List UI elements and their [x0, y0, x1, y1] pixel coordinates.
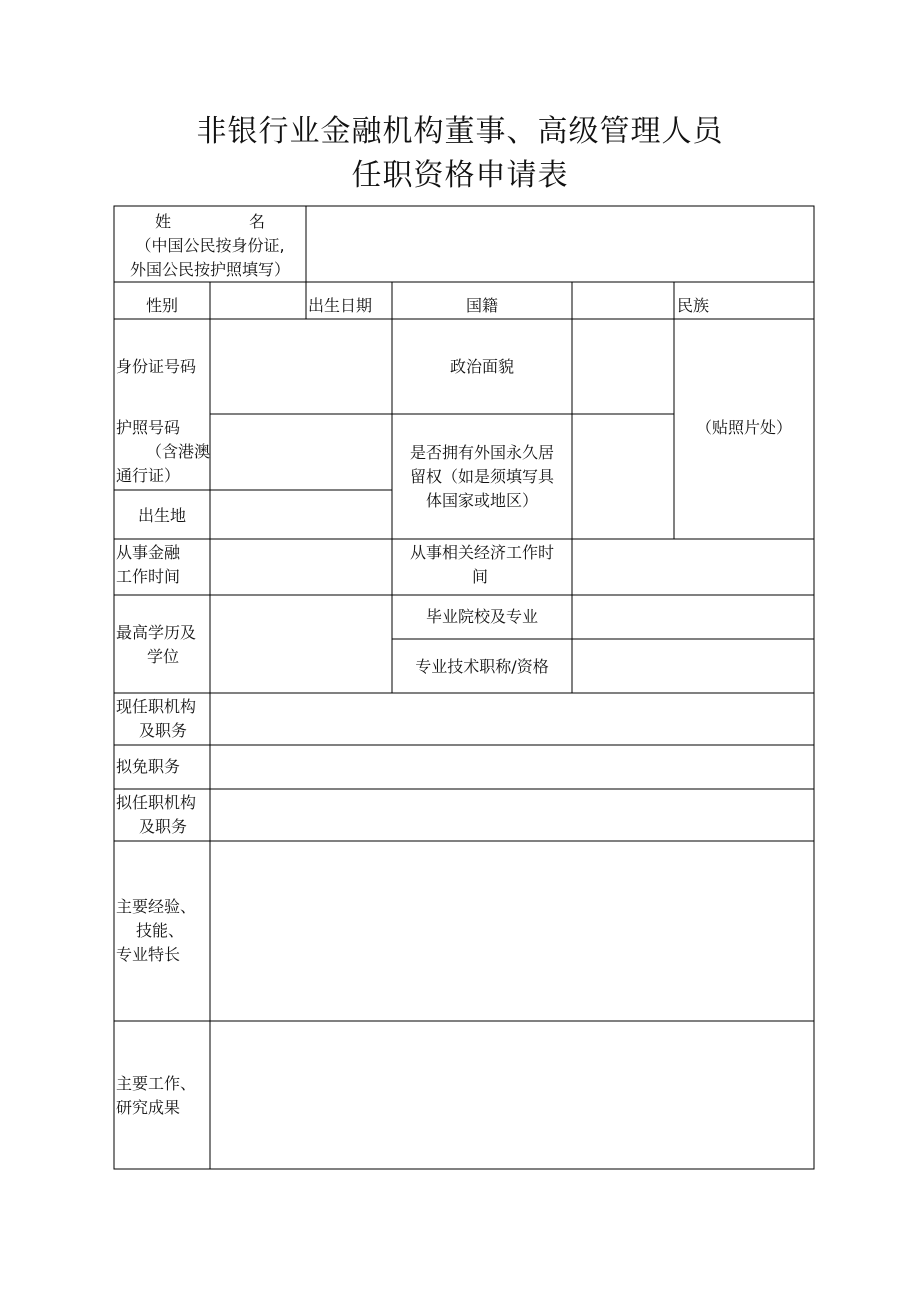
passport-field[interactable]	[211, 415, 391, 489]
residency-field[interactable]	[573, 415, 673, 538]
proposed-post-line1: 拟任职机构	[116, 793, 197, 812]
political-status-field[interactable]	[573, 320, 673, 413]
passport-label-line3: 通行证）	[116, 466, 181, 485]
experience-line1: 主要经验、	[116, 897, 197, 916]
current-post-line1: 现任职机构	[116, 697, 197, 716]
photo-placeholder[interactable]: （贴照片处）	[695, 418, 792, 437]
residency-label-line1: 是否拥有外国永久居	[409, 443, 554, 462]
id-number-field[interactable]	[211, 320, 391, 413]
name-note-line2: 外国公民按护照填写）	[129, 260, 290, 279]
name-label-cell	[114, 210, 306, 282]
tech-title-label: 专业技术职称/资格	[415, 657, 549, 676]
education-line2: 学位	[146, 647, 179, 666]
school-major-field[interactable]	[573, 596, 813, 638]
name-field[interactable]	[307, 207, 813, 281]
nationality-field[interactable]	[573, 283, 673, 318]
current-post-label	[116, 695, 210, 743]
econ-time-line1: 从事相关经济工作时	[409, 543, 554, 562]
econ-time-field[interactable]	[573, 540, 813, 594]
residency-label-line2: 留权（如是须填写具	[409, 467, 554, 486]
dismiss-post-label: 拟免职务	[116, 757, 181, 776]
achievements-label	[116, 1072, 210, 1120]
education-line1: 最高学历及	[116, 623, 197, 642]
experience-line3: 专业特长	[116, 945, 181, 964]
proposed-post-label	[116, 791, 210, 839]
ethnicity-field[interactable]	[720, 283, 810, 318]
current-post-line2: 及职务	[138, 721, 187, 740]
residency-label	[396, 441, 568, 513]
finance-time-line1: 从事金融	[116, 543, 181, 562]
birthplace-label: 出生地	[137, 506, 186, 525]
experience-field[interactable]	[211, 842, 813, 1020]
passport-label-line1: 护照号码	[116, 418, 181, 437]
gender-field[interactable]	[211, 283, 305, 318]
name-label-char2: 名	[248, 212, 265, 231]
achievements-field[interactable]	[211, 1022, 813, 1168]
current-post-field[interactable]	[211, 694, 813, 744]
tech-title-field[interactable]	[573, 640, 813, 692]
school-major-label: 毕业院校及专业	[425, 607, 538, 626]
name-note-line1: （中国公民按身份证,	[135, 236, 285, 255]
education-field[interactable]	[211, 596, 391, 692]
experience-line2: 技能、	[136, 921, 185, 940]
econ-time-label	[396, 541, 568, 589]
nationality-label: 国籍	[465, 296, 498, 315]
ethnicity-label: 民族	[677, 296, 710, 315]
econ-time-line2: 间	[471, 567, 488, 586]
form-title-line1: 非银行业金融机构董事、高级管理人员	[196, 114, 724, 149]
finance-time-field[interactable]	[211, 540, 391, 594]
dismiss-post-field[interactable]	[211, 746, 813, 788]
achievements-line1: 主要工作、	[116, 1074, 197, 1093]
achievements-line2: 研究成果	[116, 1098, 181, 1117]
experience-label	[116, 895, 210, 967]
proposed-post-field[interactable]	[211, 790, 813, 840]
finance-time-label	[116, 541, 210, 589]
political-status-label: 政治面貌	[449, 357, 514, 376]
passport-label-line2: （含港澳	[145, 442, 210, 461]
form-title-line2: 任职资格申请表	[351, 158, 569, 193]
proposed-post-line2: 及职务	[138, 817, 187, 836]
passport-label	[116, 416, 210, 488]
name-label-char1: 姓	[155, 212, 172, 231]
birthplace-field[interactable]	[211, 491, 391, 538]
finance-time-line2: 工作时间	[116, 567, 181, 586]
education-label	[116, 621, 210, 669]
residency-label-line3: 体国家或地区）	[425, 491, 538, 510]
birth-date-label: 出生日期	[308, 296, 373, 315]
id-number-label: 身份证号码	[116, 357, 197, 376]
gender-label: 性别	[145, 296, 178, 315]
